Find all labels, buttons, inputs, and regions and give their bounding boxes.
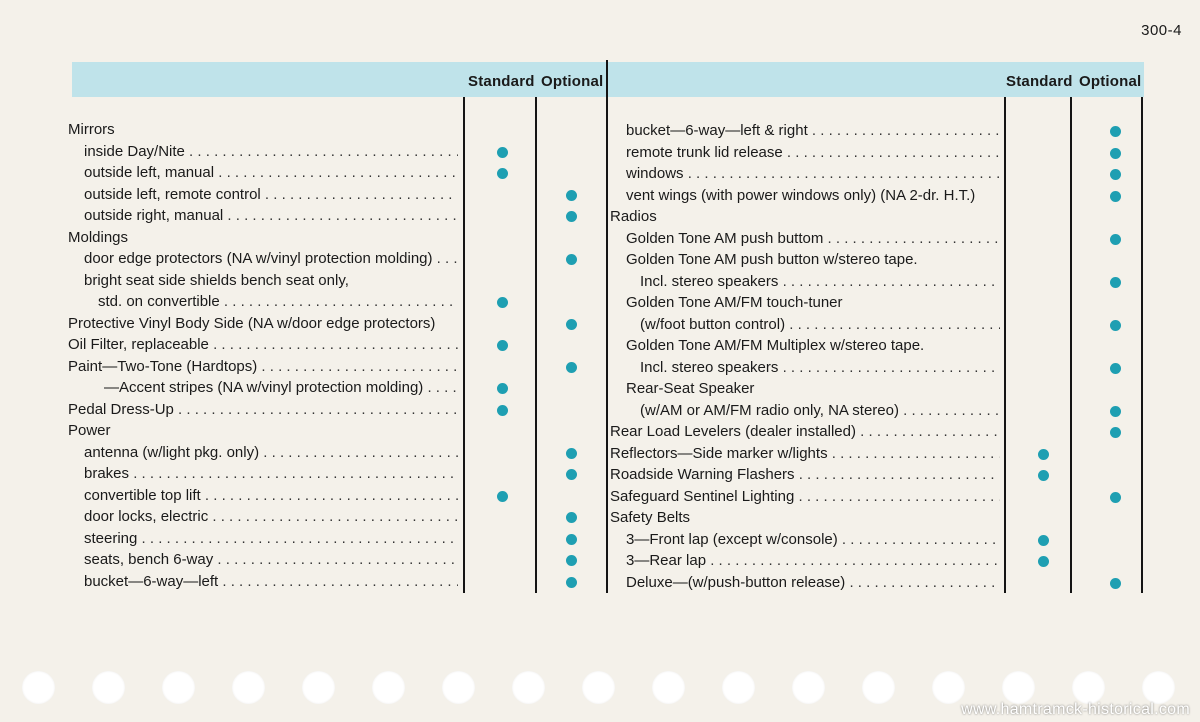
right-feature-row [610,163,1140,185]
optional-indicator-dot [566,469,577,480]
binder-hole [372,671,405,704]
right-feature-text: Rear Load Levelers (dealer installed) . . . [610,421,1000,443]
optional-indicator-dot [1110,191,1121,202]
right-feature-text: Radios [610,208,657,225]
left-feature-row [68,399,588,421]
right-feature-row [610,335,1140,357]
right-feature-row [610,271,1140,293]
right-standard-header: Standard [1006,73,1073,90]
optional-indicator-dot [566,211,577,222]
left-feature-row [68,549,588,571]
left-feature-row [68,248,588,270]
left-feature-text: Power [68,422,111,439]
right-feature-row [610,400,1140,422]
binder-hole [22,671,55,704]
right-feature-row [610,314,1140,336]
right-feature-row [610,228,1140,250]
left-feature-list [68,119,588,592]
standard-indicator-dot [497,405,508,416]
standard-indicator-dot [497,383,508,394]
right-feature-row [610,142,1140,164]
right-feature-row [610,421,1140,443]
right-feature-row [610,206,1140,228]
left-feature-text: inside Day/Nite . . . [84,141,458,163]
left-feature-text: Paint—Two-Tone (Hardtops) . . . [68,356,458,378]
standard-indicator-dot [497,168,508,179]
left-feature-row [68,528,588,550]
right-feature-row [610,486,1140,508]
left-feature-row [68,377,588,399]
left-feature-row [68,291,588,313]
left-feature-row [68,356,588,378]
optional-indicator-dot [566,190,577,201]
right-feature-text: (w/foot button control) . . . [640,314,1000,336]
right-feature-text: Golden Tone AM/FM Multiplex w/stereo tape. [626,337,925,354]
left-feature-row [68,270,588,292]
left-feature-row [68,506,588,528]
standard-indicator-dot [497,340,508,351]
left-feature-text: door edge protectors (NA w/vinyl protection molding) . . . [84,248,458,270]
binder-hole [162,671,195,704]
binder-hole [652,671,685,704]
center-divider [606,60,608,593]
right-feature-row [610,357,1140,379]
standard-indicator-dot [1038,535,1049,546]
right-optional-header: Optional [1079,73,1142,90]
right-feature-row [610,120,1140,142]
right-feature-text: Golden Tone AM push buttom . . . [626,228,1000,250]
right-edge-rule [1141,97,1143,593]
right-feature-row [610,378,1140,400]
left-feature-row [68,162,588,184]
left-feature-row [68,485,588,507]
right-feature-text: windows . . . [626,163,1000,185]
right-feature-text: Golden Tone AM/FM touch-tuner [626,294,843,311]
left-feature-row [68,571,588,593]
optional-indicator-dot [566,512,577,523]
optional-indicator-dot [1110,363,1121,374]
left-feature-row [68,119,588,141]
right-feature-row [610,249,1140,271]
left-feature-row [68,442,588,464]
left-feature-row [68,184,588,206]
standard-indicator-dot [497,491,508,502]
left-feature-text: Protective Vinyl Body Side (NA w/door edge protectors) [68,314,436,332]
binder-hole [582,671,615,704]
left-optional-header: Optional [541,73,604,90]
binder-hole [1002,671,1035,704]
right-feature-text: Rear-Seat Speaker [626,380,755,397]
binder-hole [862,671,895,704]
left-feature-text: seats, bench 6-way . . . [84,549,458,571]
right-feature-text: Deluxe—(w/push-button release) . . . [626,572,1000,594]
binder-hole [1072,671,1105,704]
binder-hole [302,671,335,704]
left-feature-row [68,227,588,249]
optional-indicator-dot [566,577,577,588]
left-standard-header: Standard [468,73,535,90]
standard-indicator-dot [1038,556,1049,567]
binder-hole [1142,671,1175,704]
left-feature-row [68,205,588,227]
right-feature-text: bucket—6-way—left & right . . . [626,120,1000,142]
optional-indicator-dot [1110,277,1121,288]
binder-hole [932,671,965,704]
left-feature-text: bright seat side shields bench seat only, [84,271,349,289]
standard-indicator-dot [1038,449,1049,460]
left-feature-text: Mirrors [68,121,115,138]
right-feature-text: Safeguard Sentinel Lighting . . . [610,486,1000,508]
optional-indicator-dot [566,362,577,373]
header-band [72,62,1144,97]
left-feature-row [68,463,588,485]
right-feature-text: Safety Belts [610,509,691,526]
right-feature-row [610,464,1140,486]
right-feature-row [610,550,1140,572]
standard-indicator-dot [497,147,508,158]
optional-indicator-dot [1110,578,1121,589]
right-feature-text: Reflectors—Side marker w/lights . . . [610,443,1000,465]
right-feature-row [610,292,1140,314]
optional-indicator-dot [566,319,577,330]
left-feature-text: steering . . . [84,528,458,550]
left-feature-text: —Accent stripes (NA w/vinyl protection molding) . . . [104,377,458,399]
right-feature-text: Incl. stereo speakers . . . [640,271,1000,293]
left-feature-text: door locks, electric . . . [84,506,458,528]
optional-indicator-dot [566,534,577,545]
optional-indicator-dot [1110,427,1121,438]
right-feature-text: remote trunk lid release . . . [626,142,1000,164]
optional-indicator-dot [566,555,577,566]
binder-hole [512,671,545,704]
binder-hole [792,671,825,704]
right-feature-text: (w/AM or AM/FM radio only, NA stereo) . . . [640,400,1000,422]
right-feature-text: 3—Front lap (except w/console) . . . [626,529,1000,551]
left-feature-text: bucket—6-way—left . . . [84,571,458,593]
right-feature-text: vent wings (with power windows only) (NA 2-dr. H.T.) [626,186,976,204]
left-feature-text: convertible top lift . . . [84,485,458,507]
left-feature-row [68,420,588,442]
left-feature-text: outside left, manual . . . [84,162,458,184]
left-feature-text: outside right, manual . . . [84,205,458,227]
right-feature-row [610,443,1140,465]
optional-indicator-dot [1110,148,1121,159]
optional-indicator-dot [1110,406,1121,417]
standard-indicator-dot [1038,470,1049,481]
binder-hole [442,671,475,704]
left-feature-text: Moldings [68,228,129,246]
left-feature-row [68,313,588,335]
left-feature-text: Pedal Dress-Up . . . [68,399,458,421]
left-feature-row [68,141,588,163]
optional-indicator-dot [1110,234,1121,245]
left-feature-text: outside left, remote control . . . [84,184,458,206]
right-feature-text: Incl. stereo speakers . . . [640,357,1000,379]
left-feature-text: antenna (w/light pkg. only) . . . [84,442,458,464]
standard-indicator-dot [497,297,508,308]
optional-indicator-dot [566,254,577,265]
watermark: www.hamtramck-historical.com [961,701,1190,718]
optional-indicator-dot [1110,492,1121,503]
binder-hole [92,671,125,704]
right-feature-row [610,529,1140,551]
optional-indicator-dot [1110,126,1121,137]
right-feature-row [610,572,1140,594]
right-feature-text: Golden Tone AM push button w/stereo tape. [626,251,918,268]
optional-indicator-dot [566,448,577,459]
right-feature-text: Roadside Warning Flashers . . . [610,464,1000,486]
optional-indicator-dot [1110,320,1121,331]
binder-hole [232,671,265,704]
optional-indicator-dot [1110,169,1121,180]
left-feature-row [68,334,588,356]
page-number: 300-4 [1141,22,1182,39]
right-feature-row [610,185,1140,207]
left-feature-text: std. on convertible . . . [98,291,458,313]
left-feature-text: brakes . . . [84,463,458,485]
binder-hole [722,671,755,704]
right-feature-text: 3—Rear lap . . . [626,550,1000,572]
right-feature-list [610,120,1140,593]
left-feature-text: Oil Filter, replaceable . . . [68,334,458,356]
right-feature-row [610,507,1140,529]
